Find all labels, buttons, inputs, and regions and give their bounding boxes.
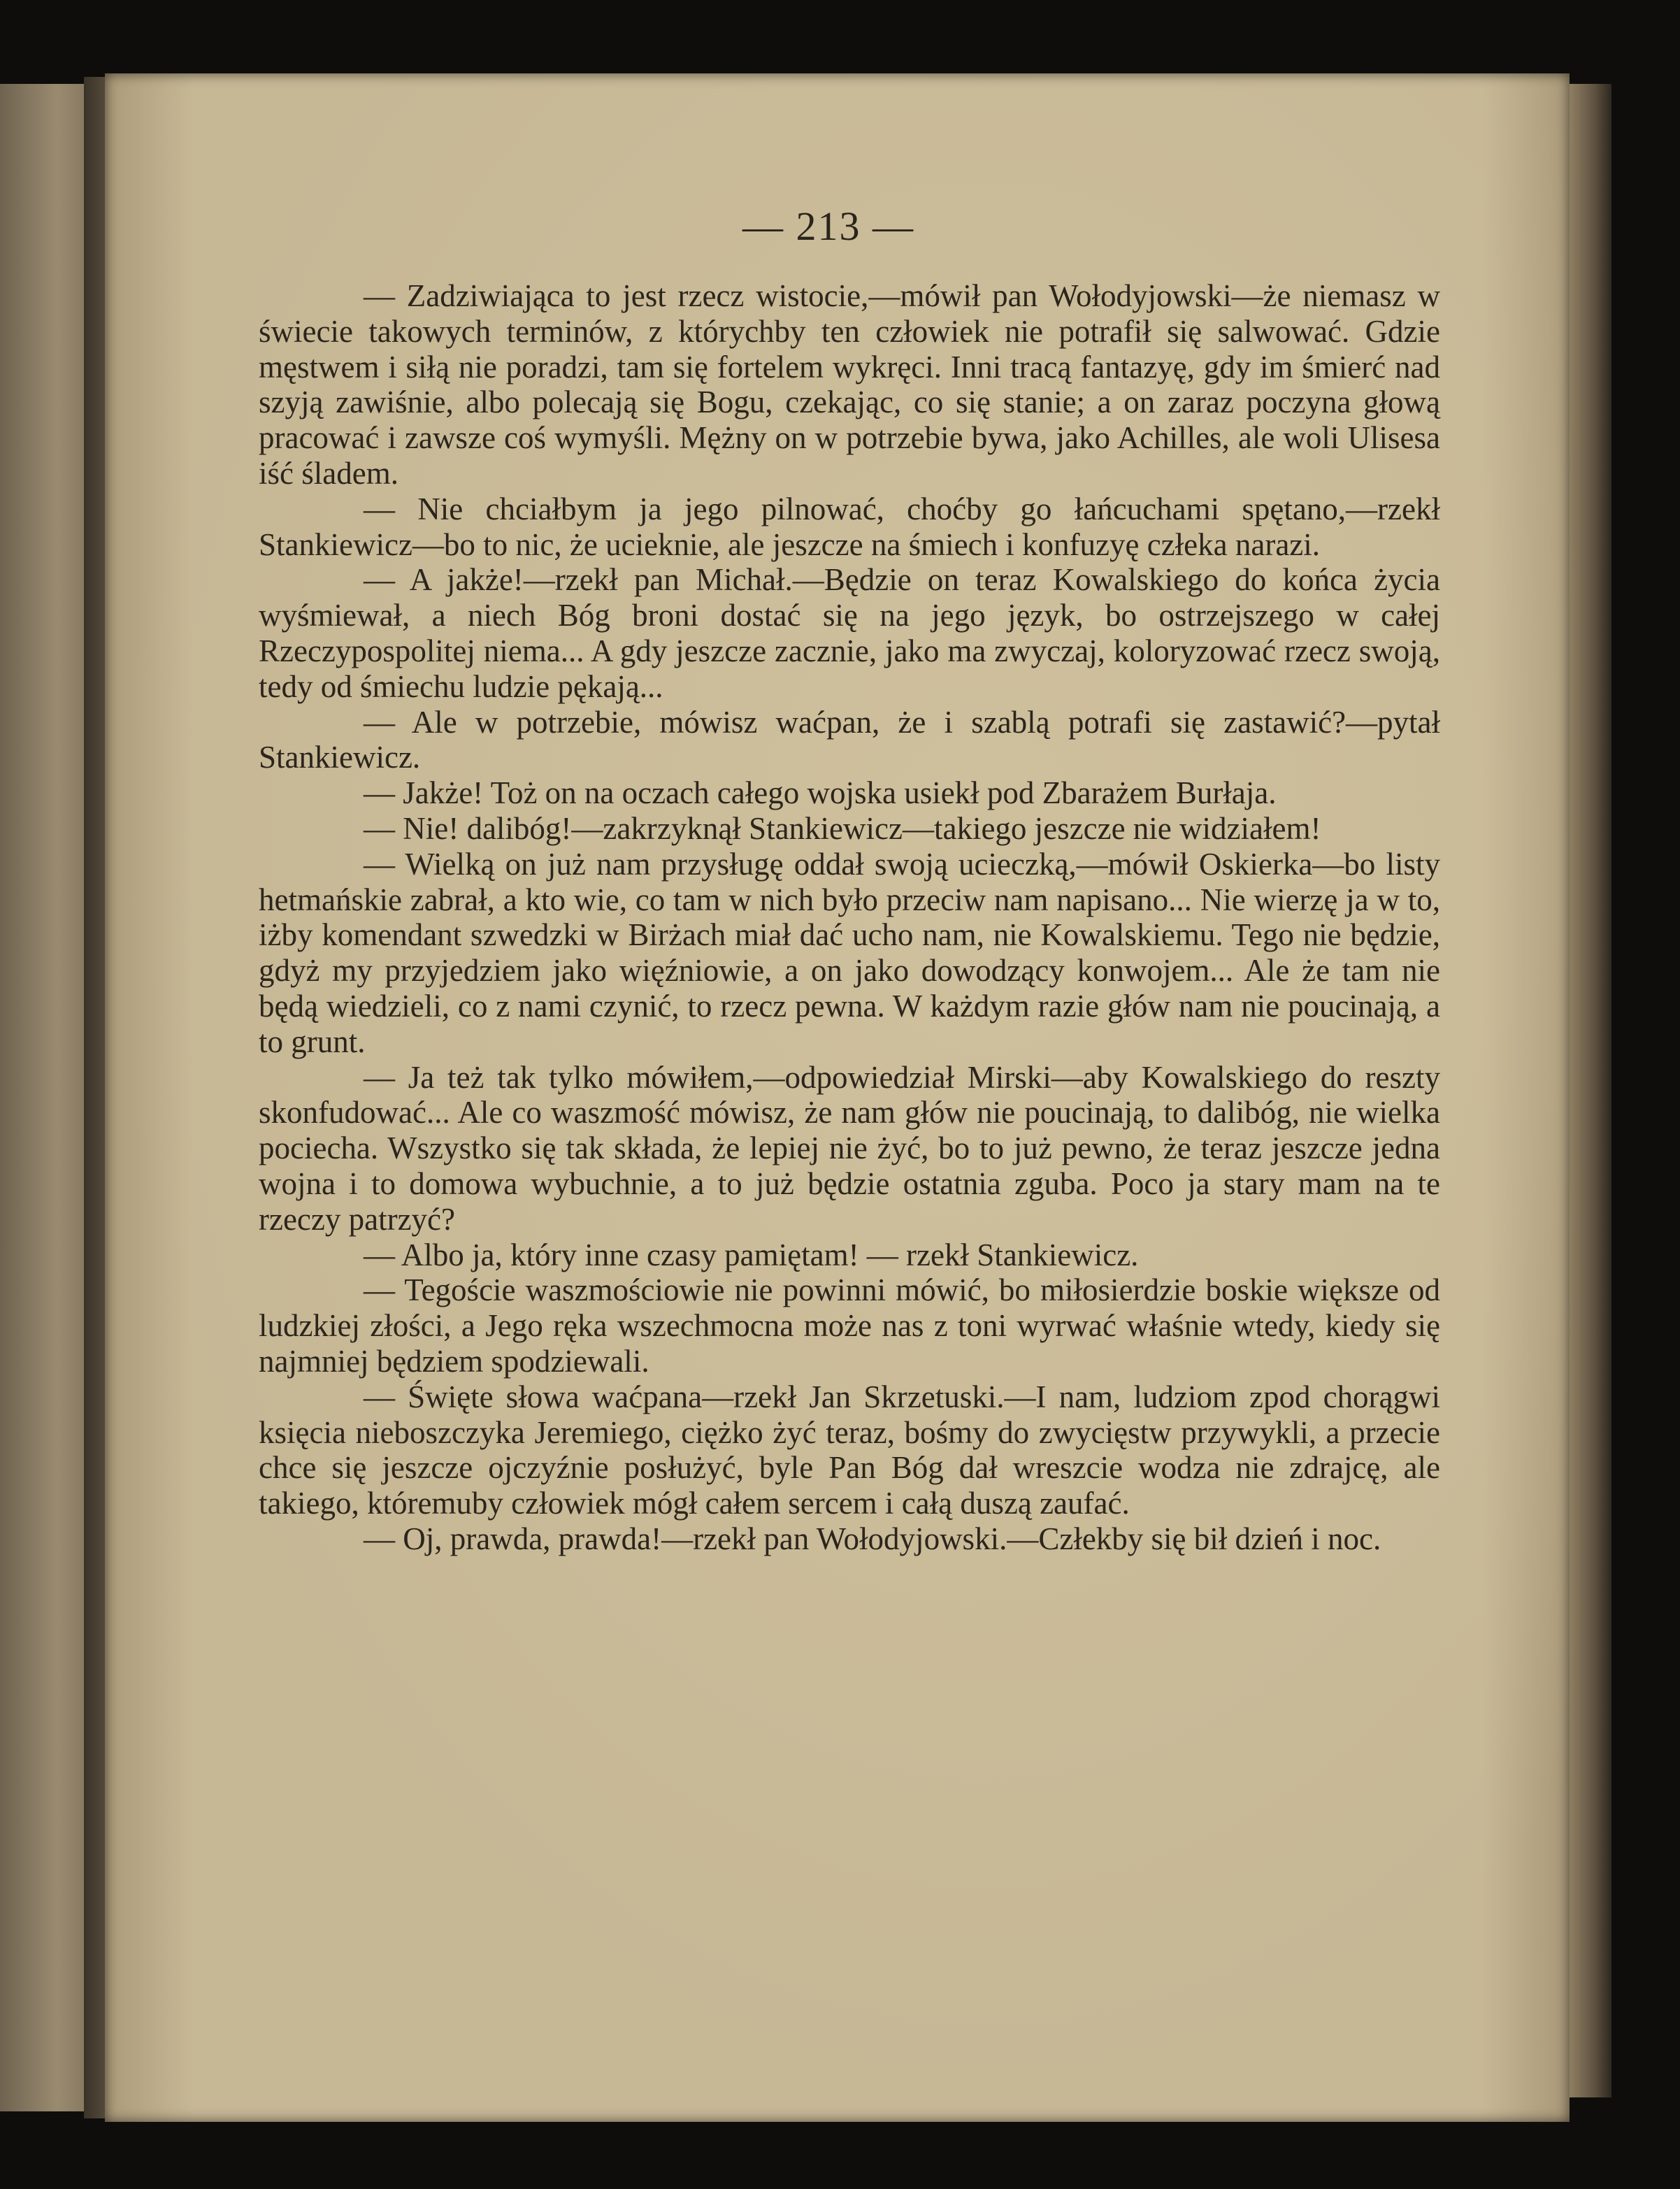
paragraph: — Oj, prawda, prawda!—rzekł pan Wołodyjowski.—Człekby się bił dzień i noc. (364, 1521, 1381, 1556)
paragraph: — Tegoście waszmościowie nie powinni mówić, bo miłosierdzie boskie większe od ludzkiej złości, a Jego ręka wszechmocna może nas z toni wyrwać właśnie wtedy, kiedy się najmniej będziem spodziewali. (259, 1272, 1440, 1379)
paragraph: — Ale w potrzebie, mówisz waćpan, że i szablą potrafi się zastawić?—pytał Stankiewicz. (259, 704, 1440, 775)
paragraph: — A jakże!—rzekł pan Michał.—Będzie on teraz Kowalskiego do końca życia wyśmiewał, a niech Bóg broni dostać się na jego język, bo ostrzejszego w całej Rzeczypospolitej niema... A gdy jeszcze zacznie, jako ma zwyczaj, koloryzować rzecz swoją, tedy od śmiechu ludzie pękają... (259, 562, 1440, 704)
paragraph: — Święte słowa waćpana—rzekł Jan Skrzetuski.—I nam, ludziom zpod chorągwi księcia nieboszczyka Jeremiego, ciężko żyć teraz, bośmy do zwycięstw przywykli, a przecie chce się jeszcze ojczyźnie posłużyć, byle Pan Bóg dał wreszcie wodza nie zdrajcę, ale takiego, któremuby człowiek mógł całem sercem i całą duszą zaufać. (259, 1379, 1440, 1521)
book-fore-edge (1570, 84, 1611, 2097)
paragraph: — Wielką on już nam przysługę oddał swoją ucieczką,—mówił Oskierka—bo listy hetmańskie zabrał, a kto wie, co tam w nich było przeciw nam napisano... Nie wierzę ja w to, iżby komendant szwedzki w Birżach miał dać ucho nam, nie Kowalskiemu. Tego nie będzie, gdyż my przyjedziem jako więźniowie, a on jako dowodzący konwojem... Ale że tam nie będą wiedzieli, co z nami czynić, to rzecz pewna. W każdym razie głów nam nie poucinają, a to grunt. (259, 846, 1440, 1059)
paragraph: — Nie! dalibóg!—zakrzyknął Stankiewicz—takiego jeszcze nie widziałem! (364, 810, 1321, 846)
paragraph: — Nie chciałbym ja jego pilnować, choćby go łańcuchami spętano,—rzekł Stankiewicz—bo to nic, że ucieknie, ale jeszcze na śmiech i konfuzyę człeka narazi. (259, 491, 1440, 562)
paragraph: — Albo ja, który inne czasy pamiętam! — rzekł Stankiewicz. (364, 1237, 1139, 1272)
page-number: — 213 — (742, 203, 914, 249)
paragraph: — Ja też tak tylko mówiłem,—odpowiedział Mirski—aby Kowalskiego do reszty skonfudować... Ale co waszmość mówisz, że nam głów nie poucinają, to dalibóg, nie wielka pociecha. Wszystko się tak składa, że lepiej nie żyć, bo to już pewno, że teraz jeszcze jedna wojna i to domowa wybuchnie, a to już będzie ostatnia zguba. Poco ja stary mam na te rzeczy patrzyć? (259, 1059, 1440, 1237)
paragraph: — Zadziwiająca to jest rzecz wistocie,—mówił pan Wołodyjowski—że niemasz w świecie takowych terminów, z którychby ten człowiek nie potrafił się salwować. Gdzie męstwem i siłą nie poradzi, tam się fortelem wykręci. Inni tracą fantazyę, gdy im śmierć nad szyją zawiśnie, albo polecają się Bogu, czekając, co się stanie; a on zaraz poczyna głową pracować i zawsze coś wymyśli. Mężny on w potrzebie bywa, jako Achilles, ale woli Ulisesa iść śladem. (259, 278, 1440, 491)
page-text (259, 278, 1440, 1557)
paragraph: — Jakże! Toż on na oczach całego wojska usiekł pod Zbarażem Burłaja. (364, 775, 1277, 811)
